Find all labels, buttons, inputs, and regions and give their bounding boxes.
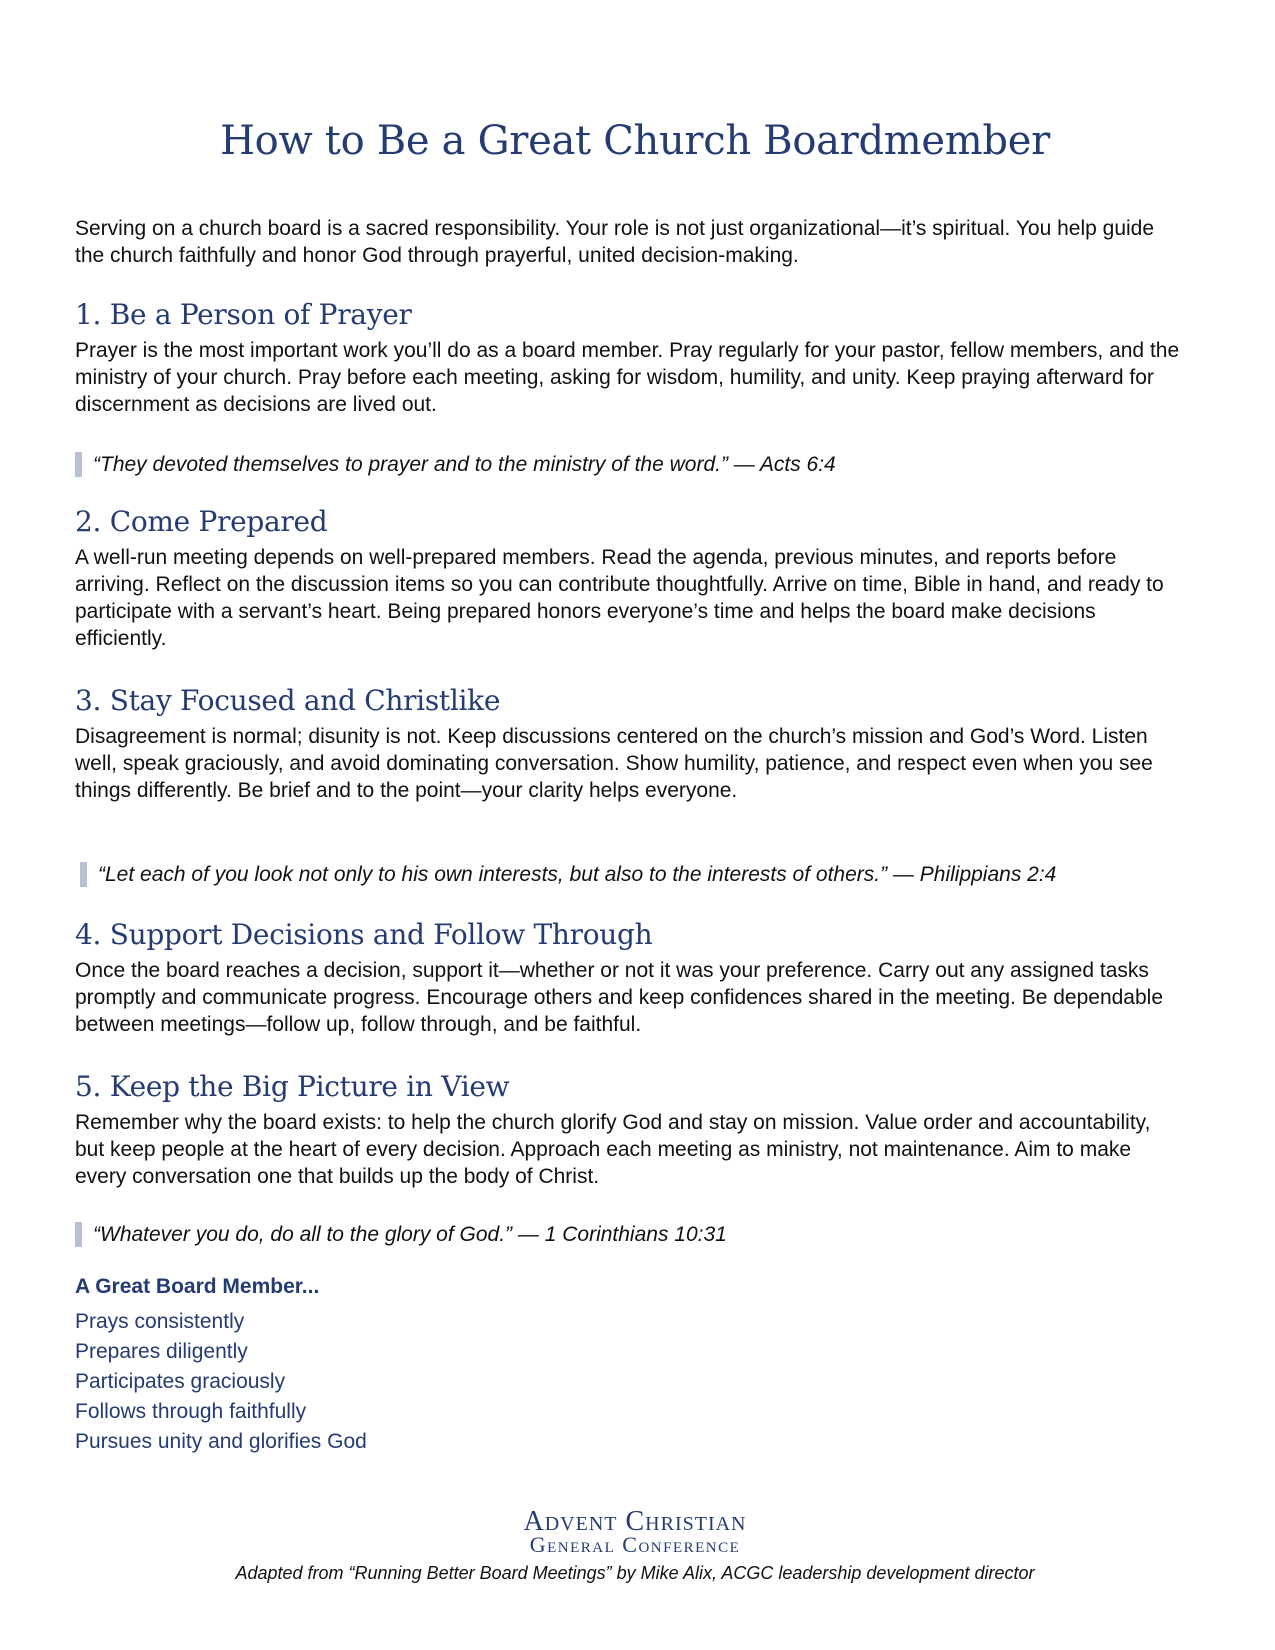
page-title: How to Be a Great Church Boardmember: [220, 118, 1050, 164]
section-focused: [75, 684, 1185, 804]
section-body: Disagreement is normal; disunity is not. Keep discussions centered on the church’s mission and God’s Word. Listen well, speak graciously, and avoid dominating conversation. Show humility, patience, and respect even when you see things differently. Be brief and to the point—your clarity helps everyone.: [75, 725, 1153, 802]
section-body: Prayer is the most important work you’ll do as a board member. Pray regularly for your pastor, fellow members, and the ministry of your church. Pray before each meeting, asking for wisdom, humility, and unity. Keep praying afterward for discernment as decisions are lived out.: [75, 339, 1180, 416]
section-prayer: [75, 298, 1185, 418]
scripture-quote: [75, 452, 836, 477]
quote-text: “Let each of you look not only to his own interests, but also to the interests of others.” — Philippians 2:4: [98, 862, 1057, 886]
section-support: [75, 918, 1185, 1038]
section-body: Remember why the board exists: to help the church glorify God and stay on mission. Value order and accountability, but keep people at the heart of every decision. Approach each meeting as ministry, not maintenance. Aim to make every conversation one that builds up the body of Christ.: [75, 1111, 1151, 1188]
quote-text: “Whatever you do, do all to the glory of God.” — 1 Corinthians 10:31: [93, 1222, 727, 1246]
quote-bar: [80, 862, 87, 887]
summary-item: Follows through faithfully: [75, 1400, 307, 1423]
attribution-credit: Adapted from “Running Better Board Meetings” by Mike Alix, ACGC leadership development director: [235, 1563, 1035, 1583]
quote-text: “They devoted themselves to prayer and to the ministry of the word.” — Acts 6:4: [93, 452, 836, 476]
quote-bar: [75, 452, 82, 477]
summary-list: [75, 1307, 367, 1457]
logo-line-2: General Conference: [529, 1532, 741, 1557]
section-heading: 3. Stay Focused and Christlike: [75, 684, 501, 717]
summary-heading: A Great Board Member...: [75, 1275, 320, 1298]
summary-item: Participates graciously: [75, 1370, 286, 1393]
section-big-picture: [75, 1070, 1185, 1190]
section-body: Once the board reaches a decision, support it—whether or not it was your preference. Carry out any assigned tasks promptly and communicate progress. Encourage others and keep confidences shared in the meeting. Be dependable between meetings—follow up, follow through, and be faithful.: [75, 959, 1164, 1036]
summary-box: [75, 1275, 367, 1457]
intro-paragraph: Serving on a church board is a sacred responsibility. Your role is not just organizational—it’s spiritual. You help guide the church faithfully and honor God through prayerful, united decision-making.: [75, 217, 1155, 267]
summary-item: Prepares diligently: [75, 1340, 248, 1363]
section-heading: 1. Be a Person of Prayer: [75, 298, 412, 331]
logo-line-1: Advent Christian: [523, 1506, 747, 1537]
section-prepared: [75, 505, 1185, 652]
scripture-quote: [80, 862, 1056, 887]
organization-logo: [75, 1506, 1195, 1557]
section-heading: 4. Support Decisions and Follow Through: [75, 918, 653, 951]
section-heading: 5. Keep the Big Picture in View: [75, 1070, 510, 1103]
summary-item: Prays consistently: [75, 1310, 245, 1333]
scripture-quote: [75, 1222, 727, 1247]
section-body: A well-run meeting depends on well-prepared members. Read the agenda, previous minutes, and reports before arriving. Reflect on the discussion items so you can contribute thoughtfully. Arrive on time, Bible in hand, and ready to participate with a servant’s heart. Being prepared honors everyone’s time and helps the board make decisions efficiently.: [75, 546, 1164, 650]
section-heading: 2. Come Prepared: [75, 505, 328, 538]
quote-bar: [75, 1222, 82, 1247]
summary-item: Pursues unity and glorifies God: [75, 1430, 367, 1453]
